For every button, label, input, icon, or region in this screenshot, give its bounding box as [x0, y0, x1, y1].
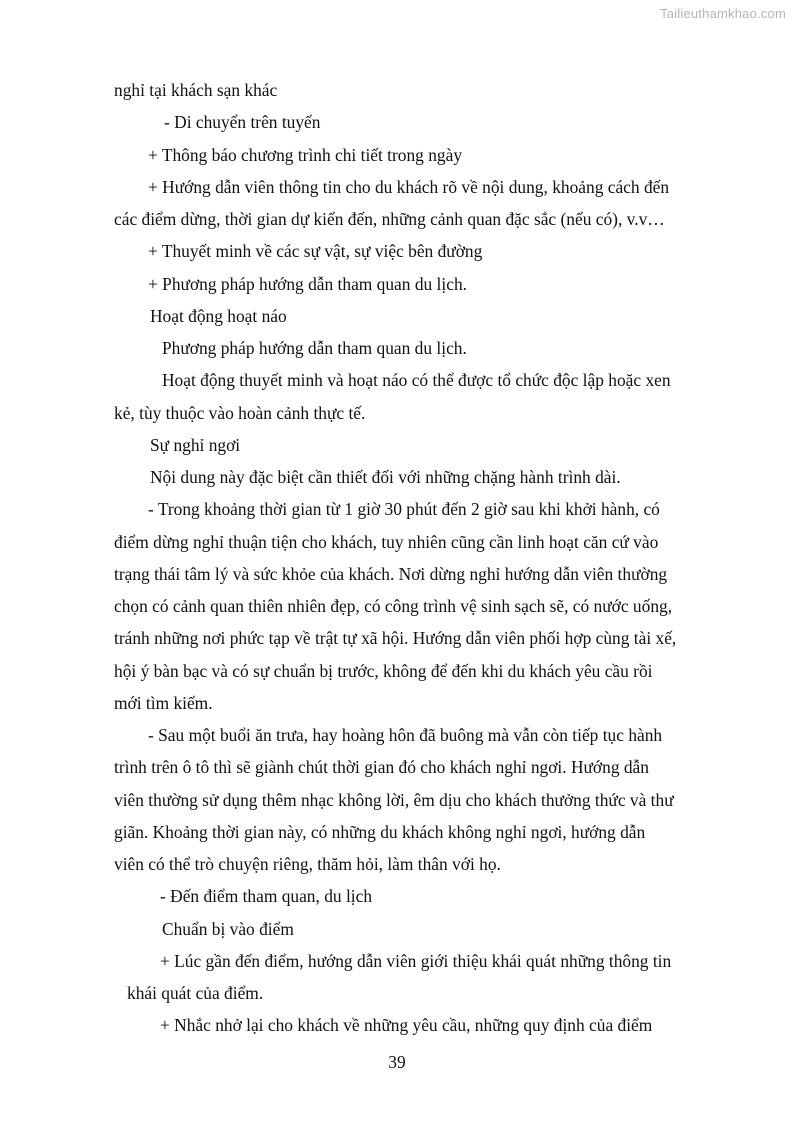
page-number: 39: [388, 1052, 406, 1072]
text-line: nghỉ tại khách sạn khác: [114, 80, 278, 100]
text-line: - Sau một buổi ăn trưa, hay hoàng hôn đã buông mà vẫn còn tiếp tục hành: [148, 725, 663, 745]
text-line: viên có thể trò chuyện riêng, thăm hỏi, làm thân với họ.: [114, 854, 501, 874]
text-line: các điểm dừng, thời gian dự kiến đến, những cảnh quan đặc sắc (nếu có), v.v…: [114, 209, 665, 229]
text-line: Hoạt động thuyết minh và hoạt náo có thể được tổ chức độc lập hoặc xen: [162, 370, 671, 391]
text-line: giãn. Khoảng thời gian này, có những du khách không nghỉ ngơi, hướng dẫn: [114, 821, 646, 842]
text-line: + Hướng dẫn viên thông tin cho du khách rõ về nội dung, khoảng cách đến: [148, 176, 670, 197]
text-line: kẻ, tùy thuộc vào hoàn cảnh thực tế.: [114, 402, 366, 423]
text-line: - Trong khoảng thời gian từ 1 giờ 30 phút đến 2 giờ sau khi khởi hành, có: [148, 499, 660, 520]
text-line: mới tìm kiếm.: [114, 692, 213, 713]
text-line: Nội dung này đặc biệt cần thiết đối với những chặng hành trình dài.: [150, 467, 621, 487]
text-line: khái quát của điểm.: [127, 983, 264, 1003]
text-line: trình trên ô tô thì sẽ giành chút thời gian đó cho khách nghỉ ngơi. Hướng dẫn: [114, 757, 649, 778]
page-body: [0, 74, 794, 1042]
text-line: - Đến điểm tham quan, du lịch: [160, 886, 373, 907]
text-line: + Nhắc nhở lại cho khách về những yêu cầu, những quy định của điểm: [160, 1015, 653, 1036]
subheading-su-nghi-ngoi: Sự nghỉ ngơi: [150, 434, 241, 455]
watermark: Tailieuthamkhao.com: [660, 6, 786, 21]
text-line: chọn có cảnh quan thiên nhiên đẹp, có công trình vệ sinh sạch sẽ, có nước uống,: [114, 596, 673, 616]
subheading-chuan-bi-vao-diem: Chuẩn bị vào điểm: [162, 918, 294, 939]
text-line: điểm dừng nghỉ thuận tiện cho khách, tuy nhiên cũng cần linh hoạt căn cứ vào: [114, 531, 659, 552]
text-line: + Thông báo chương trình chi tiết trong ngày: [148, 144, 463, 165]
text-line: + Thuyết minh về các sự vật, sự việc bên đường: [148, 241, 483, 262]
text-line: - Di chuyển trên tuyến: [164, 112, 321, 133]
text-line: + Phương pháp hướng dẫn tham quan du lịch.: [148, 273, 467, 294]
text-line: viên thường sử dụng thêm nhạc không lời, êm dịu cho khách thưởng thức và thư: [114, 789, 674, 810]
text-line: trạng thái tâm lý và sức khỏe của khách. Nơi dừng nghỉ hướng dẫn viên thường: [114, 563, 668, 584]
text-line: + Lúc gần đến điểm, hướng dẫn viên giới thiệu khái quát những thông tin: [160, 950, 672, 971]
text-line: hội ý bàn bạc và có sự chuẩn bị trước, không để đến khi du khách yêu cầu rồi: [114, 660, 653, 681]
text-line: tránh những nơi phức tạp về trật tự xã hội. Hướng dẫn viên phối hợp cùng tài xế,: [114, 628, 677, 649]
text-line: Phương pháp hướng dẫn tham quan du lịch.: [162, 338, 467, 358]
subheading-hoat-dong-hoat-nao: Hoạt động hoạt náo: [150, 305, 287, 326]
